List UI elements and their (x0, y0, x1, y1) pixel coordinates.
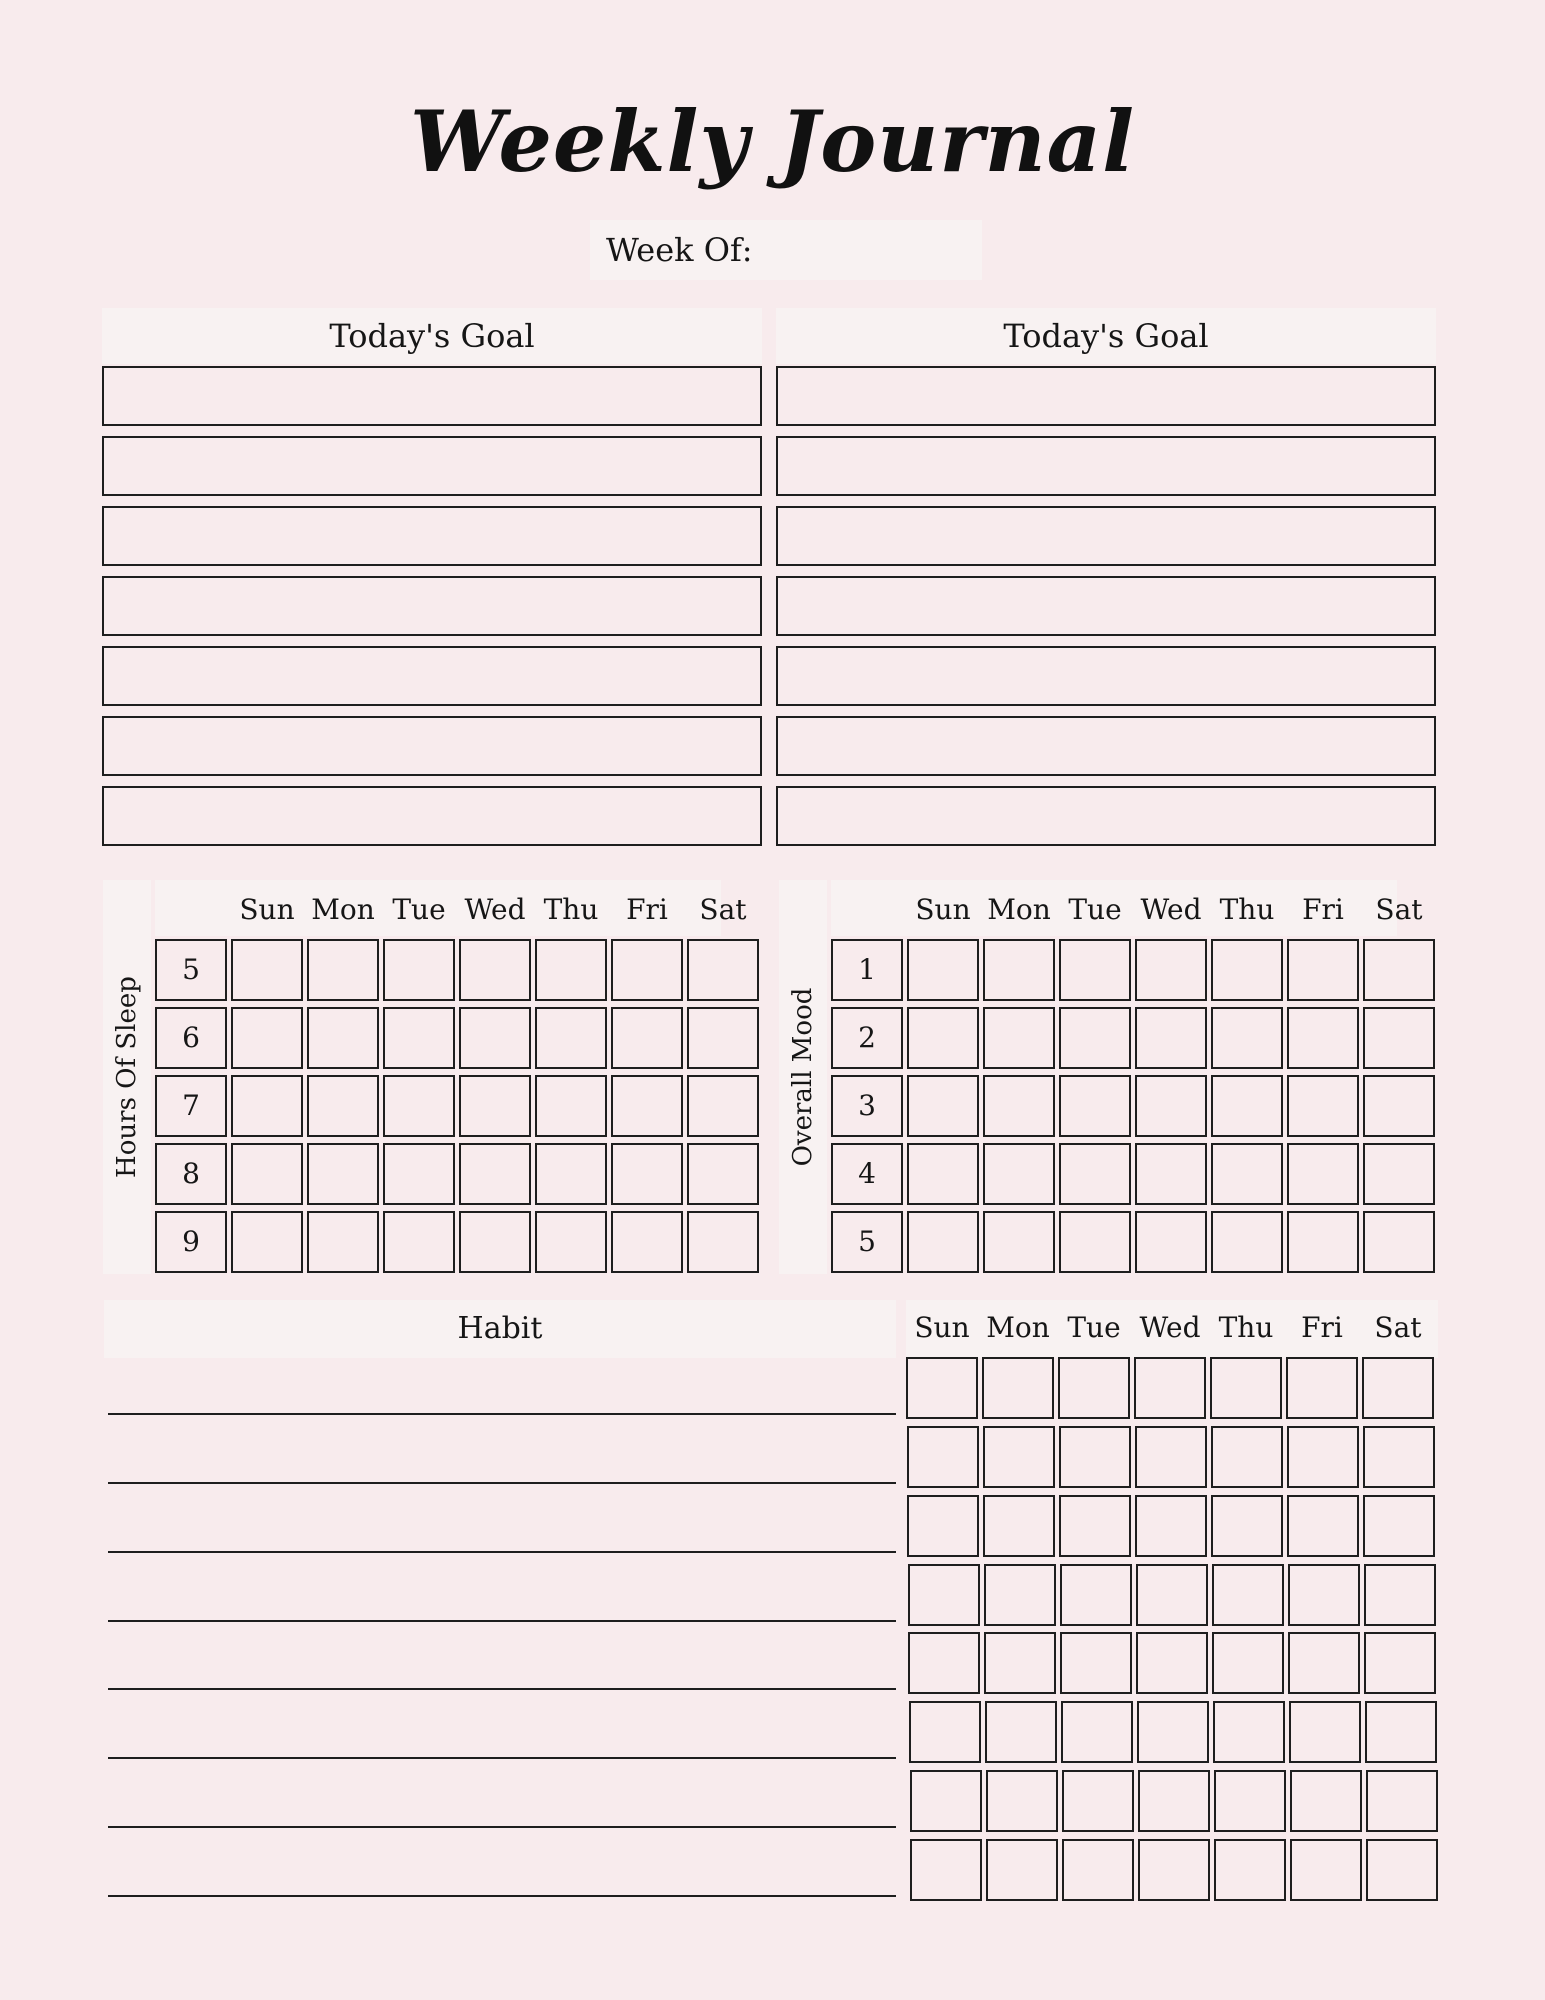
sleep-cell[interactable] (307, 1075, 379, 1137)
mood-cell[interactable] (907, 939, 979, 1001)
habit-cell[interactable] (1138, 1770, 1210, 1832)
sleep-cell[interactable] (307, 1211, 379, 1273)
habit-cell[interactable] (1135, 1426, 1207, 1488)
habit-day-header: Sun (914, 1311, 970, 1344)
habit-day-header: Sat (1374, 1311, 1422, 1344)
mood-day-header: Tue (1068, 893, 1122, 926)
habit-cell[interactable] (1363, 1426, 1435, 1488)
mood-day-header: Fri (1302, 893, 1344, 926)
habit-cell[interactable] (986, 1770, 1058, 1832)
habit-cell[interactable] (983, 1495, 1055, 1557)
goal-input[interactable] (102, 436, 762, 496)
habit-cell[interactable] (1290, 1770, 1362, 1832)
habit-cell[interactable] (910, 1839, 982, 1901)
mood-label: Overall Mood (788, 987, 818, 1167)
mood-cell[interactable] (1059, 1075, 1131, 1137)
habit-entry-line[interactable] (108, 1895, 896, 1897)
sleep-cell[interactable] (611, 1211, 683, 1273)
sleep-cell[interactable] (535, 1211, 607, 1273)
habit-cell[interactable] (1287, 1426, 1359, 1488)
habit-cell[interactable] (985, 1701, 1057, 1763)
habit-cell[interactable] (909, 1701, 981, 1763)
habit-cell[interactable] (1134, 1357, 1206, 1419)
habit-cell[interactable] (1287, 1495, 1359, 1557)
mood-row-number: 2 (831, 1007, 903, 1069)
mood-cell[interactable] (983, 1143, 1055, 1205)
habit-cell[interactable] (1214, 1770, 1286, 1832)
sleep-cell[interactable] (687, 1075, 759, 1137)
sleep-day-header: Mon (311, 893, 375, 926)
habit-cell[interactable] (1289, 1701, 1361, 1763)
sleep-cell[interactable] (307, 1007, 379, 1069)
habit-entry-line[interactable] (108, 1482, 896, 1484)
goal-input[interactable] (776, 506, 1436, 566)
sleep-cell[interactable] (231, 1211, 303, 1273)
sleep-cell[interactable] (383, 1075, 455, 1137)
sleep-cell[interactable] (611, 1007, 683, 1069)
habit-cell[interactable] (908, 1632, 980, 1694)
habit-cell[interactable] (1062, 1770, 1134, 1832)
mood-cell[interactable] (1363, 1075, 1435, 1137)
habit-entry-line[interactable] (108, 1551, 896, 1553)
habit-cell[interactable] (908, 1564, 980, 1626)
mood-cell[interactable] (1363, 1211, 1435, 1273)
mood-cell[interactable] (1211, 1211, 1283, 1273)
habit-day-header: Tue (1067, 1311, 1121, 1344)
sleep-cell[interactable] (231, 939, 303, 1001)
mood-row-number: 4 (831, 1143, 903, 1205)
mood-cell[interactable] (1287, 1211, 1359, 1273)
habit-cell[interactable] (1062, 1839, 1134, 1901)
mood-day-header: Wed (1140, 893, 1202, 926)
sleep-day-header: Wed (464, 893, 526, 926)
mood-cell[interactable] (1287, 1007, 1359, 1069)
mood-cell[interactable] (907, 1075, 979, 1137)
mood-row-number: 3 (831, 1075, 903, 1137)
sleep-cell[interactable] (535, 1075, 607, 1137)
sleep-cell[interactable] (611, 1143, 683, 1205)
goal-input[interactable] (776, 576, 1436, 636)
sleep-day-header: Thu (543, 893, 599, 926)
habit-cell[interactable] (982, 1357, 1054, 1419)
habit-cell[interactable] (1364, 1564, 1436, 1626)
sleep-cell[interactable] (611, 939, 683, 1001)
habit-cell[interactable] (1213, 1701, 1285, 1763)
sleep-day-header: Fri (626, 893, 668, 926)
habit-cell[interactable] (1212, 1632, 1284, 1694)
sleep-cell[interactable] (535, 1007, 607, 1069)
habit-entry-line[interactable] (108, 1620, 896, 1622)
sleep-cell[interactable] (535, 939, 607, 1001)
mood-row-number: 1 (831, 939, 903, 1001)
mood-cell[interactable] (983, 1075, 1055, 1137)
sleep-cell[interactable] (307, 939, 379, 1001)
habit-cell[interactable] (1366, 1770, 1438, 1832)
habit-day-header: Mon (986, 1311, 1050, 1344)
sleep-cell[interactable] (383, 1143, 455, 1205)
habit-cell[interactable] (1288, 1632, 1360, 1694)
habit-cell[interactable] (1364, 1632, 1436, 1694)
sleep-row-number: 9 (155, 1211, 227, 1273)
habit-cell[interactable] (906, 1357, 978, 1419)
sleep-cell[interactable] (383, 1211, 455, 1273)
mood-cell[interactable] (1287, 939, 1359, 1001)
sleep-cell[interactable] (611, 1075, 683, 1137)
habit-cell[interactable] (1060, 1632, 1132, 1694)
week-of-label: Week Of: (606, 231, 753, 269)
page-title: Weekly Journal (409, 92, 1136, 191)
sleep-cell[interactable] (687, 939, 759, 1001)
habit-entry-line[interactable] (108, 1826, 896, 1828)
habit-cell[interactable] (907, 1495, 979, 1557)
sleep-cell[interactable] (231, 1075, 303, 1137)
sleep-cell[interactable] (459, 1211, 531, 1273)
habit-day-header: Thu (1218, 1311, 1274, 1344)
mood-cell[interactable] (1363, 939, 1435, 1001)
habit-heading: Habit (457, 1311, 543, 1346)
mood-day-header: Sun (915, 893, 971, 926)
goal-input[interactable] (102, 646, 762, 706)
habit-cell[interactable] (1061, 1701, 1133, 1763)
habit-cell[interactable] (907, 1426, 979, 1488)
habit-day-header: Wed (1139, 1311, 1201, 1344)
sleep-cell[interactable] (687, 1143, 759, 1205)
habit-cell[interactable] (1290, 1839, 1362, 1901)
mood-cell[interactable] (1059, 939, 1131, 1001)
mood-cell[interactable] (1135, 1143, 1207, 1205)
mood-cell[interactable] (1211, 1075, 1283, 1137)
mood-cell[interactable] (1135, 939, 1207, 1001)
sleep-cell[interactable] (459, 939, 531, 1001)
goal-input[interactable] (102, 506, 762, 566)
habit-cell[interactable] (1138, 1839, 1210, 1901)
mood-cell[interactable] (907, 1211, 979, 1273)
goal-input[interactable] (102, 576, 762, 636)
sleep-row-number: 5 (155, 939, 227, 1001)
habit-cell[interactable] (1212, 1564, 1284, 1626)
mood-cell[interactable] (1059, 1007, 1131, 1069)
mood-day-header: Mon (987, 893, 1051, 926)
goal-input[interactable] (102, 786, 762, 846)
sleep-cell[interactable] (687, 1211, 759, 1273)
habit-cell[interactable] (1365, 1701, 1437, 1763)
habit-cell[interactable] (910, 1770, 982, 1832)
habit-cell[interactable] (983, 1426, 1055, 1488)
mood-row-number: 5 (831, 1211, 903, 1273)
mood-cell[interactable] (983, 939, 1055, 1001)
sleep-cell[interactable] (383, 939, 455, 1001)
mood-cell[interactable] (1135, 1075, 1207, 1137)
habit-cell[interactable] (1136, 1564, 1208, 1626)
habit-cell[interactable] (1286, 1357, 1358, 1419)
sleep-cell[interactable] (459, 1007, 531, 1069)
mood-day-header: Sat (1375, 893, 1423, 926)
habit-cell[interactable] (1366, 1839, 1438, 1901)
habit-cell[interactable] (984, 1632, 1056, 1694)
habit-cell[interactable] (1136, 1632, 1208, 1694)
sleep-day-header: Sat (699, 893, 747, 926)
habit-cell[interactable] (1210, 1357, 1282, 1419)
sleep-row-number: 8 (155, 1143, 227, 1205)
habit-cell[interactable] (986, 1839, 1058, 1901)
habit-cell[interactable] (1363, 1495, 1435, 1557)
habit-day-header: Fri (1301, 1311, 1343, 1344)
habit-entry-line[interactable] (108, 1757, 896, 1759)
mood-cell[interactable] (1135, 1007, 1207, 1069)
goal-input[interactable] (776, 646, 1436, 706)
mood-cell[interactable] (907, 1143, 979, 1205)
mood-cell[interactable] (1059, 1143, 1131, 1205)
goal-input[interactable] (776, 786, 1436, 846)
sleep-cell[interactable] (535, 1143, 607, 1205)
sleep-cell[interactable] (687, 1007, 759, 1069)
mood-cell[interactable] (1287, 1143, 1359, 1205)
mood-day-header: Thu (1219, 893, 1275, 926)
sleep-day-header: Sun (239, 893, 295, 926)
mood-cell[interactable] (907, 1007, 979, 1069)
mood-cell[interactable] (1363, 1007, 1435, 1069)
mood-cell[interactable] (1211, 1143, 1283, 1205)
habit-cell[interactable] (1214, 1839, 1286, 1901)
mood-cell[interactable] (1211, 939, 1283, 1001)
habit-cell[interactable] (1060, 1564, 1132, 1626)
habit-cell[interactable] (1059, 1426, 1131, 1488)
habit-entry-line[interactable] (108, 1688, 896, 1690)
habit-cell[interactable] (1137, 1701, 1209, 1763)
sleep-cell[interactable] (307, 1143, 379, 1205)
mood-cell[interactable] (983, 1007, 1055, 1069)
habit-cell[interactable] (1059, 1495, 1131, 1557)
mood-cell[interactable] (1135, 1211, 1207, 1273)
sleep-label: Hours Of Sleep (112, 976, 142, 1178)
goal-heading: Today's Goal (776, 308, 1436, 364)
mood-cell[interactable] (1211, 1007, 1283, 1069)
week-of-field[interactable] (590, 220, 982, 280)
goal-input[interactable] (776, 436, 1436, 496)
sleep-cell[interactable] (459, 1143, 531, 1205)
sleep-row-number: 6 (155, 1007, 227, 1069)
habit-cell[interactable] (1135, 1495, 1207, 1557)
sleep-cell[interactable] (231, 1143, 303, 1205)
habit-cell[interactable] (1288, 1564, 1360, 1626)
mood-cell[interactable] (1059, 1211, 1131, 1273)
sleep-day-header: Tue (392, 893, 446, 926)
habit-cell[interactable] (1362, 1357, 1434, 1419)
sleep-row-number: 7 (155, 1075, 227, 1137)
habit-cell[interactable] (1211, 1495, 1283, 1557)
habit-cell[interactable] (1211, 1426, 1283, 1488)
habit-cell[interactable] (984, 1564, 1056, 1626)
goal-input[interactable] (776, 716, 1436, 776)
habit-cell[interactable] (1058, 1357, 1130, 1419)
habit-entry-line[interactable] (108, 1413, 896, 1415)
mood-cell[interactable] (1363, 1143, 1435, 1205)
goal-input[interactable] (102, 366, 762, 426)
mood-cell[interactable] (983, 1211, 1055, 1273)
sleep-cell[interactable] (231, 1007, 303, 1069)
goal-input[interactable] (102, 716, 762, 776)
mood-cell[interactable] (1287, 1075, 1359, 1137)
goal-input[interactable] (776, 366, 1436, 426)
sleep-cell[interactable] (383, 1007, 455, 1069)
goal-heading: Today's Goal (102, 308, 762, 364)
sleep-cell[interactable] (459, 1075, 531, 1137)
